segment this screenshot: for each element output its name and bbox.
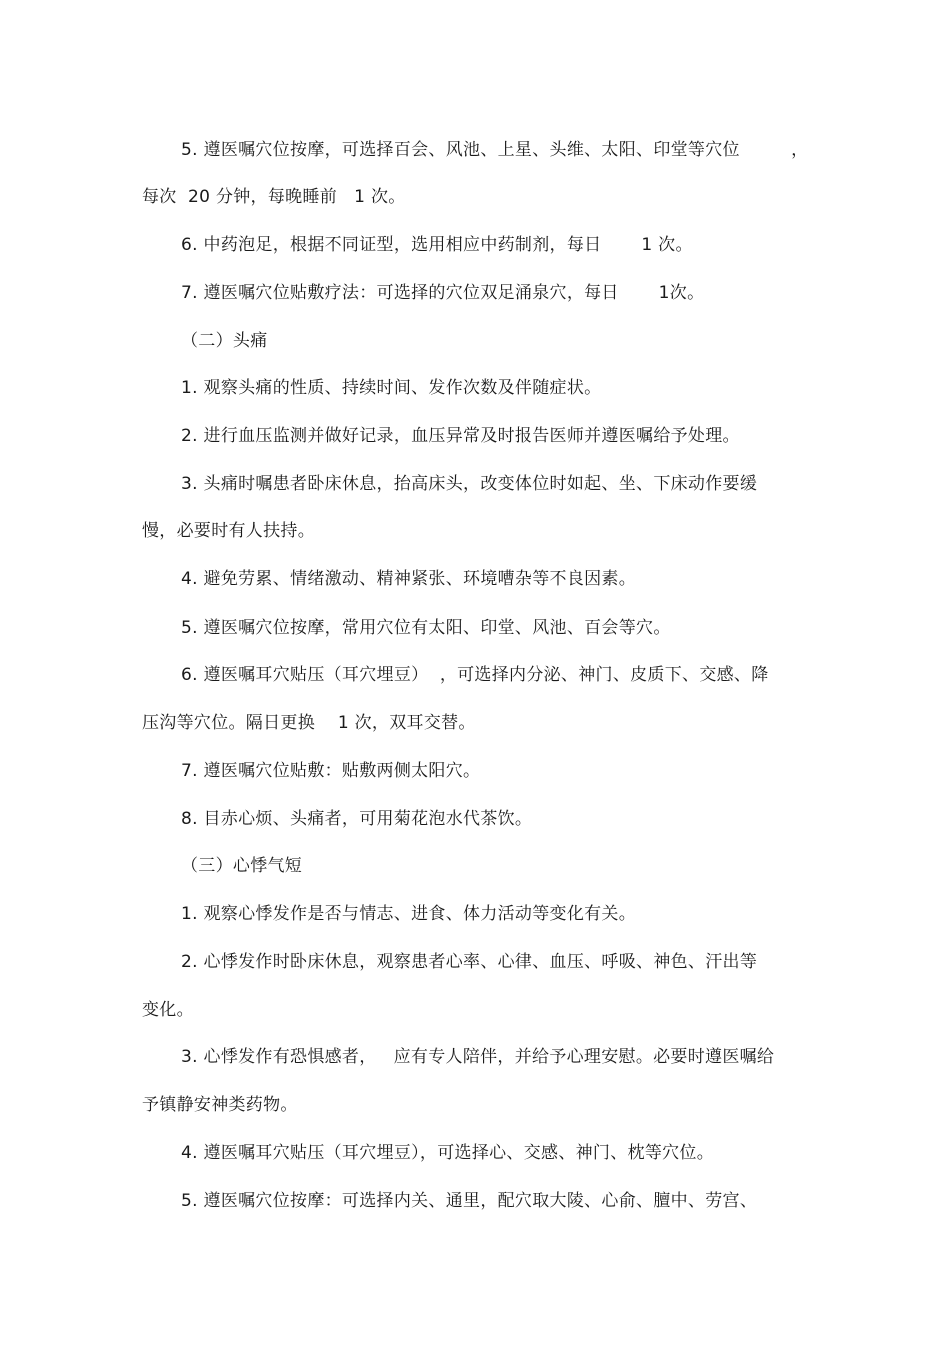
- paragraph-line: 5. 遵医嘱穴位按摩：可选择内关、通里，配穴取大陵、心俞、膻中、劳宫、: [181, 1191, 758, 1211]
- paragraph-line: 7. 遵医嘱穴位贴敷：贴敷两侧太阳穴。: [181, 761, 481, 781]
- paragraph-line: 3. 心悸发作有恐惧感者， 应有专人陪伴，并给予心理安慰。必要时遵医嘱给: [181, 1047, 775, 1067]
- paragraph-line: 5. 遵医嘱穴位按摩，常用穴位有太阳、印堂、风池、百会等穴。: [181, 618, 671, 638]
- paragraph-line: 变化。: [142, 1000, 194, 1020]
- paragraph-line: 2. 心悸发作时卧床休息，观察患者心率、心律、血压、呼吸、神色、汗出等: [181, 952, 758, 972]
- paragraph-line: 4. 遵医嘱耳穴贴压（耳穴埋豆），可选择心、交感、神门、枕等穴位。: [181, 1143, 715, 1163]
- section-heading: （三）心悸气短: [181, 856, 303, 876]
- paragraph-line: 7. 遵医嘱穴位贴敷疗法：可选择的穴位双足涌泉穴，每日 1次。: [181, 283, 705, 303]
- paragraph-line: 每次 20 分钟，每晚睡前 1 次。: [142, 187, 406, 207]
- paragraph-line: 2. 进行血压监测并做好记录，血压异常及时报告医师并遵医嘱给予处理。: [181, 426, 740, 446]
- paragraph-line: 予镇静安神类药物。: [142, 1095, 298, 1115]
- paragraph-line: 1. 观察心悸发作是否与情志、进食、体力活动等变化有关。: [181, 904, 637, 924]
- paragraph-line: 4. 避免劳累、情绪激动、精神紧张、环境嘈杂等不良因素。: [181, 569, 637, 589]
- paragraph-line: 1. 观察头痛的性质、持续时间、发作次数及伴随症状。: [181, 378, 602, 398]
- paragraph-line: 压沟等穴位。隔日更换 1 次，双耳交替。: [142, 713, 476, 733]
- paragraph-line: 6. 遵医嘱耳穴贴压（耳穴埋豆） ，可选择内分泌、神门、皮质下、交感、降: [181, 665, 769, 685]
- paragraph-line: 慢，必要时有人扶持。: [142, 521, 315, 541]
- paragraph-line: 6. 中药泡足，根据不同证型，选用相应中药制剂，每日 1 次。: [181, 235, 693, 255]
- paragraph-line: 5. 遵医嘱穴位按摩，可选择百会、风池、上星、头维、太阳、印堂等穴位 ，: [181, 140, 809, 160]
- paragraph-line: 3. 头痛时嘱患者卧床休息，抬高床头，改变体位时如起、坐、下床动作要缓: [181, 474, 758, 494]
- paragraph-line: 8. 目赤心烦、头痛者，可用菊花泡水代茶饮。: [181, 809, 533, 829]
- section-heading: （二）头痛: [181, 331, 268, 351]
